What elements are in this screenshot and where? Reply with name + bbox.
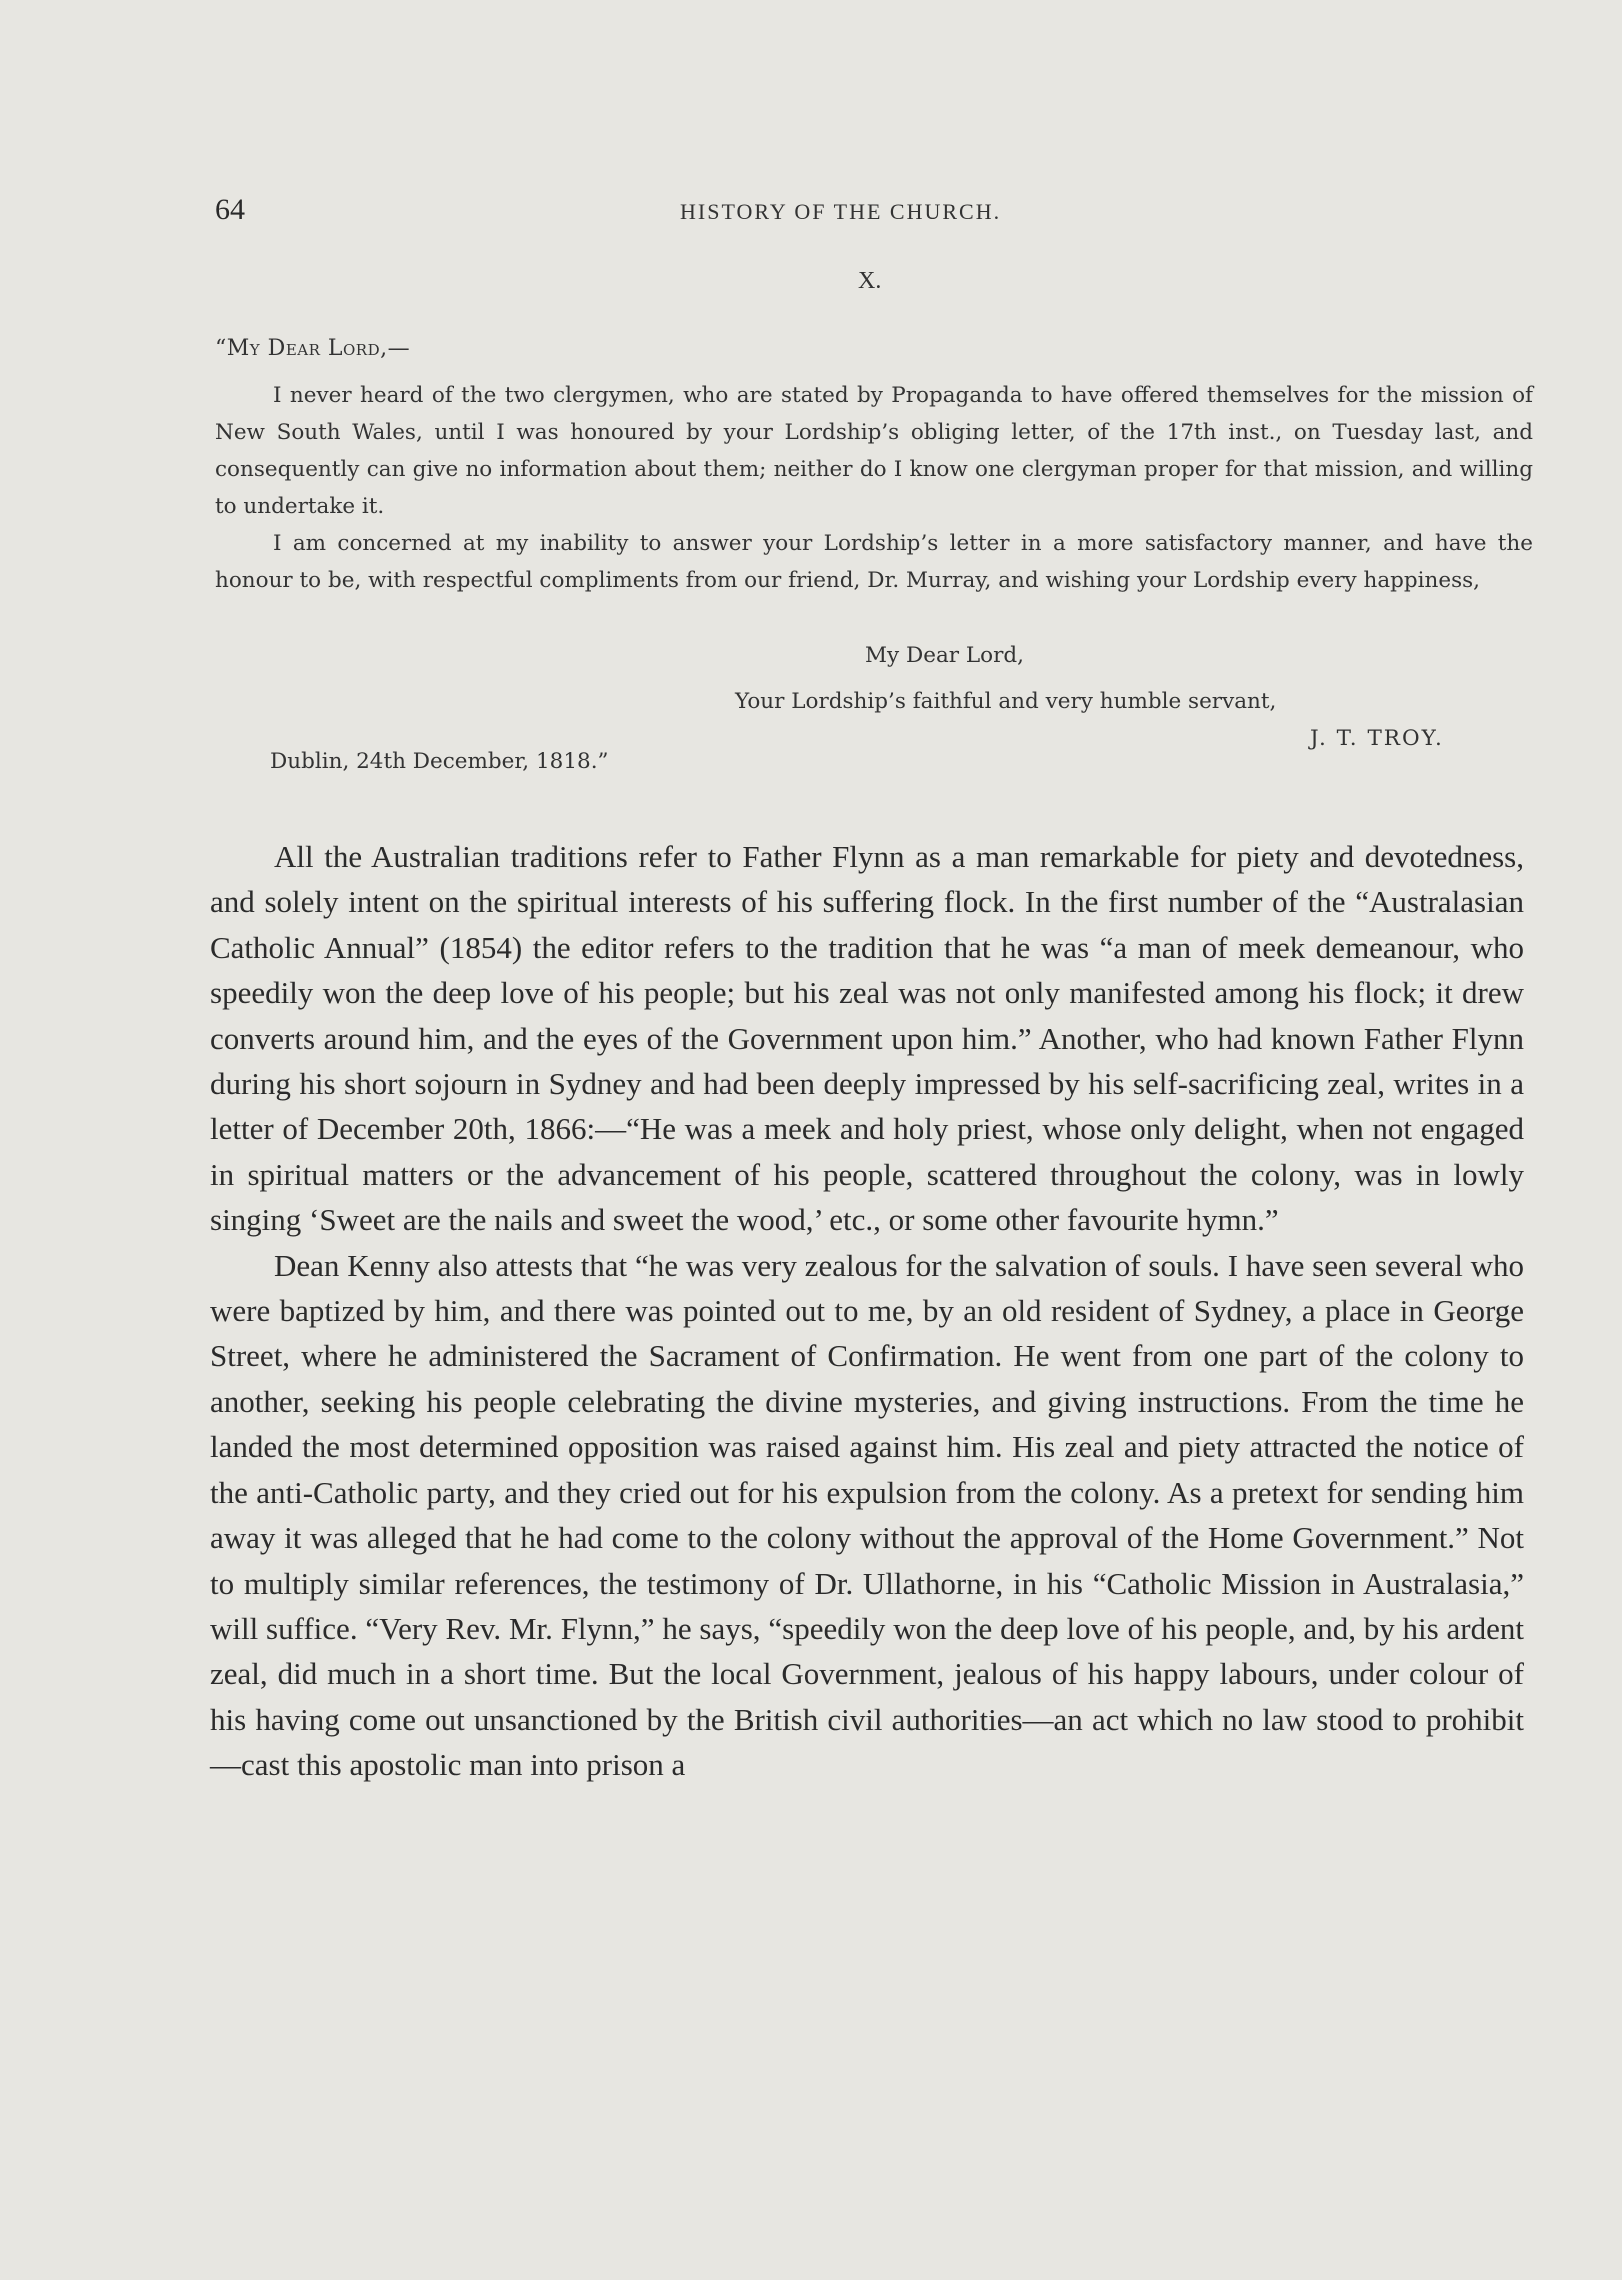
page-number: 64 [215, 193, 245, 226]
letter-salutation [215, 330, 1533, 367]
salutation-dash: — [387, 336, 411, 361]
section-number: X. [858, 268, 882, 294]
page-header [215, 193, 1475, 233]
main-text [210, 834, 1524, 1788]
letter-closing-salutation: My Dear Lord, [865, 643, 1024, 668]
body-paragraph: Dean Kenny also attests that “he was very zealous for the salvation of souls. I have seen several who were baptized by him, and there was pointed out to me, by an old resident of Sydney, a place in George Street, where he administered the Sacrament of Confirmation. He went from one part of the colony to another, seeking his people celebrating the divine mysteries, and giving instructions. From the time he landed the most determined opposition was raised against him. His zeal and piety attracted the notice of the anti-Catholic party, and they cried out for his expulsion from the colony. As a pretext for sending him away it was alleged that he had come to the colony without the approval of the Home Government.” Not to multiply similar references, the testimony of Dr. Ullathorne, in his “Catholic Mission in Australasia,” will suffice. “Very Rev. Mr. Flynn,” he says, “speedily won the deep love of his people, and, by his ardent zeal, did much in a short time. But the local Government, jealous of his happy labours, under colour of his having come out unsanctioned by the British civil authorities—an act which no law stood to prohibit—cast this apostolic man into prison a [210, 1247, 1524, 1783]
quoted-letter [215, 330, 1533, 774]
letter-signature: J. T. TROY. [1310, 726, 1444, 751]
letter-closing-line: Your Lordship’s faithful and very humble servant, [735, 689, 1277, 714]
letter-paragraph: I am concerned at my inability to answer your Lordship’s letter in a more satisfactory manner, and have the honour to be, with respectful compliments from our friend, Dr. Murray, and wishing your Lordship every happiness, [215, 531, 1533, 593]
letter-dateline: Dublin, 24th December, 1818.” [270, 749, 609, 774]
body-paragraph: All the Australian traditions refer to Father Flynn as a man remarkable for piety and devotedness, and solely intent on the spiritual interests of his suffering flock. In the first number of the “Australasian Catholic Annual” (1854) the editor refers to the tradition that he was “a man of meek demeanour, who speedily won the deep love of his people; but his zeal was not only manifested among his flock; it drew converts around him, and the eyes of the Government upon him.” Another, who had known Father Flynn during his short sojourn in Sydney and had been deeply impressed by his self-sacrificing zeal, writes in a letter of December 20th, 1866:—“He was a meek and holy priest, whose only delight, when not engaged in spiritual matters or the advancement of his people, scattered throughout the colony, was in lowly singing ‘Sweet are the nails and sweet the wood,’ etc., or some other favourite hymn.” [210, 839, 1524, 1238]
running-head: HISTORY OF THE CHURCH. [680, 199, 1002, 224]
salutation-smallcaps: y Dear Lord, [249, 336, 388, 361]
letter-paragraph: I never heard of the two clergymen, who are stated by Propaganda to have offered themselves for the mission of New South Wales, until I was honoured by your Lordship’s obliging letter, of the 17th inst., on Tuesday last, and consequently can give no information about them; neither do I know one clergyman proper for that mission, and willing to undertake it. [215, 383, 1533, 519]
salutation-open: “M [215, 336, 250, 361]
